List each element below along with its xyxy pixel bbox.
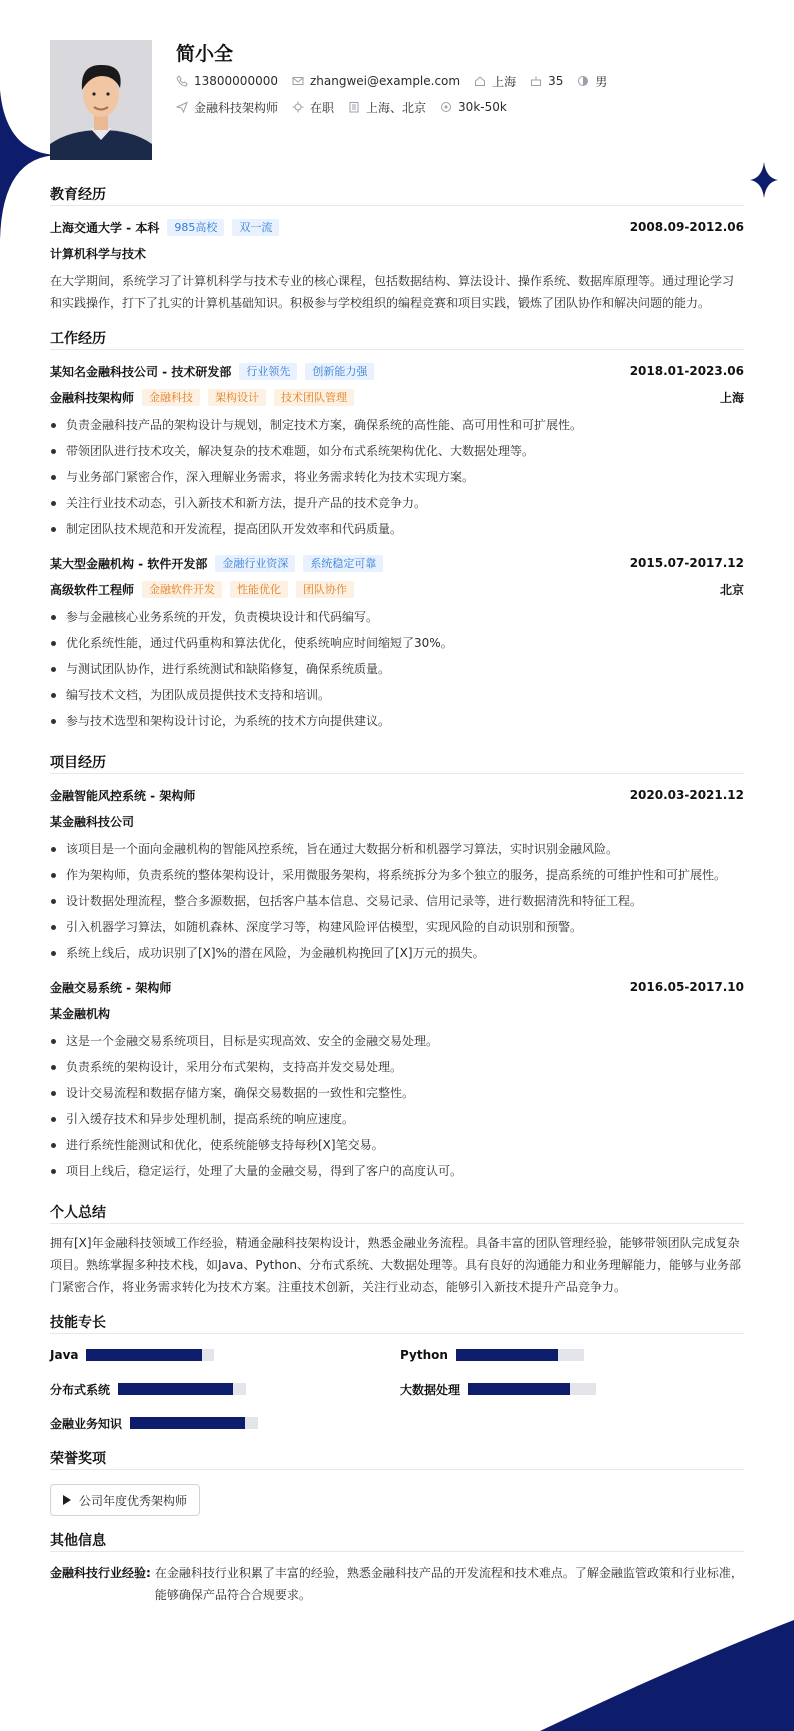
skill-name: Python — [400, 1348, 448, 1362]
list-item: 关注行业技术动态，引入新技术和新方法，提升产品的技术竞争力。 — [50, 490, 744, 516]
position — [176, 99, 278, 116]
project-entry — [50, 782, 744, 966]
email-address: zhangwei@example.com — [309, 74, 461, 88]
other-section — [50, 1530, 744, 1606]
project-org: 某金融科技公司 — [50, 814, 135, 829]
work-section — [50, 328, 744, 734]
skill-bar-fill — [130, 1417, 245, 1429]
role-tag: 团队协作 — [296, 581, 354, 598]
section-title-honors: 荣誉奖项 — [50, 1448, 744, 1470]
project-org-row — [50, 1000, 744, 1026]
list-item: 设计数据处理流程，整合多源数据，包括客户基本信息、交易记录、信用记录等，进行数据清洗和特征工程。 — [50, 888, 744, 914]
project-bullets — [50, 836, 744, 966]
list-item: 带领团队进行技术攻关，解决复杂的技术难题，如分布式系统架构优化、大数据处理等。 — [50, 438, 744, 464]
project-bullets — [50, 1028, 744, 1184]
position-value: 金融科技架构师 — [194, 100, 279, 115]
job-bullets — [50, 412, 744, 542]
list-item: 与测试团队协作，进行系统测试和缺陷修复，确保系统质量。 — [50, 656, 744, 682]
skills-section — [50, 1312, 744, 1434]
status-icon — [292, 101, 304, 113]
skill-name: 大数据处理 — [400, 1382, 461, 1397]
job-entry — [50, 358, 744, 542]
list-item: 负责金融科技产品的架构设计与规划，制定技术方案，确保系统的高性能、高可用性和可扩展性。 — [50, 412, 744, 438]
skill-bar — [86, 1349, 214, 1361]
project-header — [50, 974, 744, 1000]
locations — [348, 99, 426, 116]
age-icon — [530, 75, 542, 87]
role-tag: 架构设计 — [208, 389, 266, 406]
list-item: 该项目是一个面向金融机构的智能风控系统，旨在通过大数据分析和机器学习算法，实时识别金融风险。 — [50, 836, 744, 862]
candidate-name: 简小全 — [176, 43, 234, 65]
education-header — [50, 214, 744, 240]
company-tag: 金融行业资深 — [215, 555, 295, 572]
project-org: 某金融机构 — [50, 1006, 111, 1021]
project-entry — [50, 974, 744, 1184]
summary-section — [50, 1202, 744, 1298]
skill-item — [50, 1344, 400, 1366]
job-intention-row — [176, 98, 621, 116]
city — [474, 73, 516, 90]
gender-icon — [577, 75, 589, 87]
email — [292, 74, 460, 88]
job-role: 金融科技架构师 — [50, 390, 135, 405]
education-section — [50, 184, 744, 314]
locations-value: 上海、北京 — [366, 100, 427, 115]
project-name: 金融智能风控系统 - 架构师 — [50, 788, 196, 803]
section-title-skills: 技能专长 — [50, 1312, 744, 1334]
resume-header — [50, 0, 744, 172]
company-tag: 系统稳定可靠 — [303, 555, 383, 572]
school-tag: 双一流 — [232, 219, 279, 236]
gender — [577, 73, 607, 90]
list-item: 系统上线后，成功识别了[X]%的潜在风险，为金融机构挽回了[X]万元的损失。 — [50, 940, 744, 966]
other-text: 在金融科技行业积累了丰富的经验，熟悉金融科技产品的开发流程和技术难点。了解金融监管政策和行业标准，能够确保产品符合合规要求。 — [154, 1566, 743, 1602]
list-item: 引入缓存技术和异步处理机制，提高系统的响应速度。 — [50, 1106, 744, 1132]
job-period: 2018.01-2023.06 — [629, 364, 744, 378]
section-title-other: 其他信息 — [50, 1530, 744, 1552]
section-title-education: 教育经历 — [50, 184, 744, 206]
list-item: 参与金融核心业务系统的开发，负责模块设计和代码编写。 — [50, 604, 744, 630]
project-org-row — [50, 808, 744, 834]
mail-icon — [292, 75, 304, 87]
skill-bar — [130, 1417, 258, 1429]
job-role-row — [50, 576, 744, 602]
job-bullets — [50, 604, 744, 734]
skill-item — [50, 1378, 400, 1400]
job-entry — [50, 550, 744, 734]
skill-item — [50, 1412, 400, 1434]
major-row — [50, 240, 744, 266]
status — [292, 99, 334, 116]
city-value: 上海 — [492, 74, 517, 89]
skill-item — [400, 1378, 730, 1400]
avatar — [50, 40, 152, 160]
skills-grid — [50, 1344, 744, 1434]
list-item: 参与技术选型和架构设计讨论，为系统的技术方向提供建议。 — [50, 708, 744, 734]
skill-bar — [456, 1349, 584, 1361]
job-role-row — [50, 384, 744, 410]
job-company-row — [50, 550, 744, 576]
project-period: 2020.03-2021.12 — [629, 788, 744, 802]
skill-bar-fill — [118, 1383, 233, 1395]
list-item: 优化系统性能，通过代码重构和算法优化，使系统响应时间缩短了30%。 — [50, 630, 744, 656]
section-title-summary: 个人总结 — [50, 1202, 744, 1224]
job-role: 高级软件工程师 — [50, 582, 135, 597]
list-item: 编写技术文档，为团队成员提供技术支持和培训。 — [50, 682, 744, 708]
list-item: 与业务部门紧密合作，深入理解业务需求，将业务需求转化为技术实现方案。 — [50, 464, 744, 490]
triangle-icon — [63, 1495, 71, 1505]
skill-name: Java — [50, 1348, 79, 1362]
list-item: 引入机器学习算法，如随机森林、深度学习等，构建风险评估模型，实现风险的自动识别和预警。 — [50, 914, 744, 940]
skill-bar — [468, 1383, 596, 1395]
job-period: 2015.07-2017.12 — [629, 556, 744, 570]
skill-bar-fill — [456, 1349, 558, 1361]
skill-name: 分布式系统 — [50, 1382, 111, 1397]
project-header — [50, 782, 744, 808]
skill-bar-fill — [468, 1383, 570, 1395]
job-city: 北京 — [719, 582, 744, 597]
list-item: 作为架构师，负责系统的整体架构设计，采用微服务架构，将系统拆分为多个独立的服务，提高系统的可维护性和可扩展性。 — [50, 862, 744, 888]
list-item: 进行系统性能测试和优化，使系统能够支持每秒[X]笔交易。 — [50, 1132, 744, 1158]
education-description: 在大学期间，系统学习了计算机科学与技术专业的核心课程，包括数据结构、算法设计、操作系统、数据库原理等。通过理论学习和实践操作，打下了扎实的计算机基础知识。积极参与学校组织的编程竞赛和项目实践，锻炼了团队协作和解决问题的能力。 — [50, 274, 735, 310]
role-tag: 性能优化 — [230, 581, 288, 598]
home-icon — [474, 75, 486, 87]
salary-icon — [440, 101, 452, 113]
company-name: 某知名金融科技公司 - 技术研发部 — [50, 364, 232, 379]
phone — [176, 74, 278, 88]
role-tag: 金融软件开发 — [142, 581, 222, 598]
phone-icon — [176, 75, 188, 87]
section-title-work: 工作经历 — [50, 328, 744, 350]
other-item — [50, 1562, 744, 1606]
award-name: 公司年度优秀架构师 — [79, 1493, 188, 1508]
building-icon — [348, 101, 360, 113]
skill-bar — [118, 1383, 246, 1395]
list-item: 项目上线后，稳定运行，处理了大量的金融交易，得到了客户的高度认可。 — [50, 1158, 744, 1184]
award-item — [50, 1484, 200, 1516]
company-tag: 行业领先 — [239, 363, 297, 380]
job-city: 上海 — [719, 390, 744, 405]
role-tag: 金融科技 — [142, 389, 200, 406]
status-value: 在职 — [310, 100, 335, 115]
summary-text: 拥有[X]年金融科技领域工作经验，精通金融科技架构设计，熟悉金融业务流程。具备丰富的团队管理经验，能够带领团队完成复杂项目。熟练掌握多种技术栈，如Java、Python、分布式系统、大数据处理等。具有良好的沟通能力和业务理解能力，能够与业务部门紧密合作，将业务需求转化为技术方案。注重技术创新，关注行业动态，能够引入新技术提升产品竞争力。 — [50, 1236, 741, 1294]
salary-value: 30k-50k — [458, 100, 507, 114]
skill-bar-fill — [86, 1349, 201, 1361]
honors-section — [50, 1448, 744, 1516]
project-name: 金融交易系统 - 架构师 — [50, 980, 172, 995]
education-period: 2008.09-2012.06 — [629, 220, 744, 234]
list-item: 负责系统的架构设计，采用分布式架构，支持高并发交易处理。 — [50, 1054, 744, 1080]
company-name: 某大型金融机构 - 软件开发部 — [50, 556, 208, 571]
phone-number: 13800000000 — [194, 74, 278, 88]
gender-value: 男 — [595, 74, 608, 89]
salary — [440, 100, 507, 114]
skill-name: 金融业务知识 — [50, 1416, 123, 1431]
project-period: 2016.05-2017.10 — [629, 980, 744, 994]
contact-row — [176, 72, 621, 90]
list-item: 设计交易流程和数据存储方案，确保交易数据的一致性和完整性。 — [50, 1080, 744, 1106]
skill-item — [400, 1344, 730, 1366]
send-icon — [176, 101, 188, 113]
section-title-projects: 项目经历 — [50, 752, 744, 774]
school-name: 上海交通大学 - 本科 — [50, 220, 160, 235]
other-label: 金融科技行业经验: — [50, 1566, 151, 1580]
major: 计算机科学与技术 — [50, 246, 147, 261]
role-tag: 技术团队管理 — [274, 389, 354, 406]
list-item: 制定团队技术规范和开发流程，提高团队开发效率和代码质量。 — [50, 516, 744, 542]
age — [530, 74, 563, 88]
school-tag: 985高校 — [167, 219, 224, 236]
list-item: 这是一个金融交易系统项目，目标是实现高效、安全的金融交易处理。 — [50, 1028, 744, 1054]
projects-section — [50, 752, 744, 1184]
job-company-row — [50, 358, 744, 384]
company-tag: 创新能力强 — [305, 363, 374, 380]
age-value: 35 — [548, 74, 564, 88]
